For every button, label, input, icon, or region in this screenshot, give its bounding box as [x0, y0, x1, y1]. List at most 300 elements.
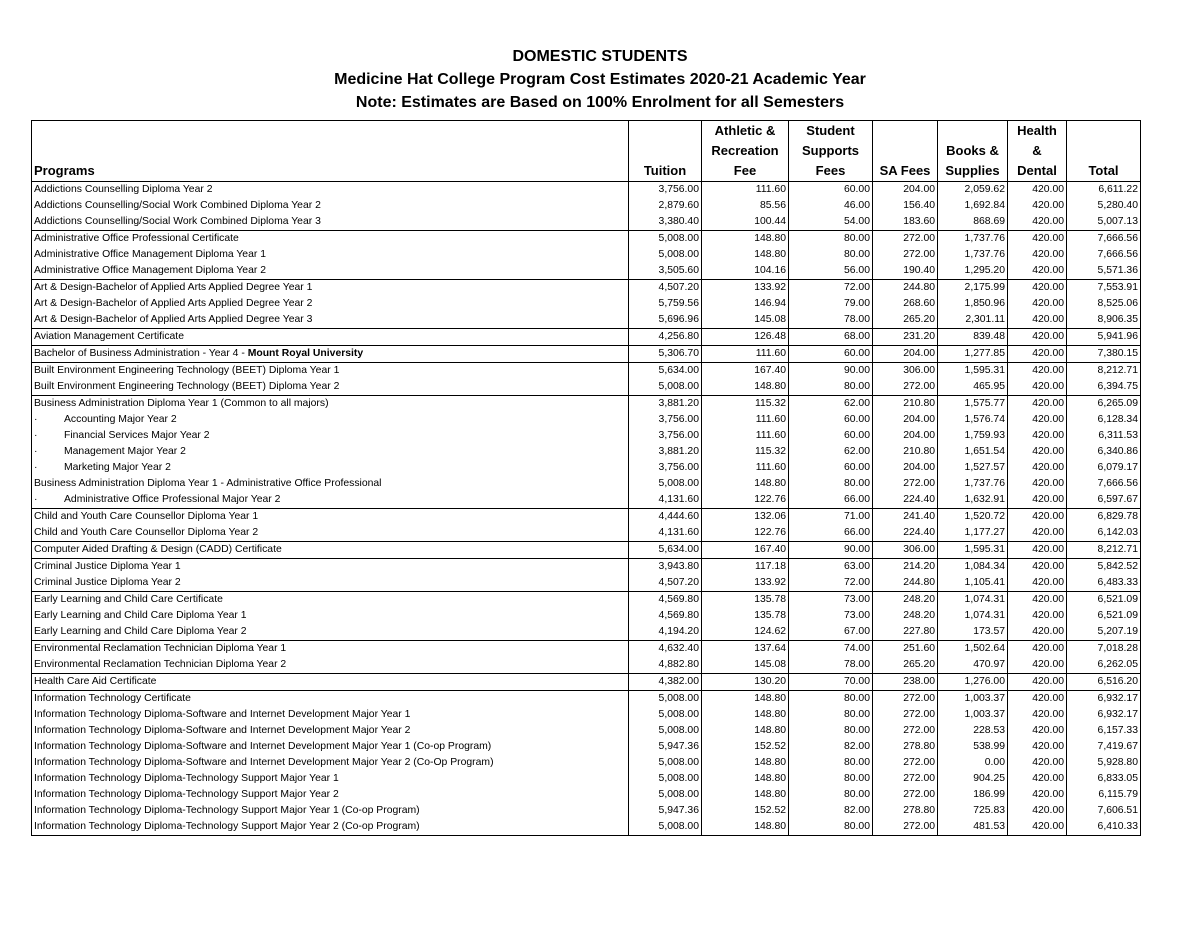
cell-tuition: 3,756.00: [629, 182, 702, 199]
cell-books-supplies: 1,576.74: [938, 412, 1008, 428]
cell-health-dental: 420.00: [1008, 428, 1067, 444]
cell-total: 8,212.71: [1067, 363, 1141, 380]
cell-sa-fees: 272.00: [873, 379, 938, 396]
col-header-tuition: Tuition: [629, 121, 702, 182]
cell-health-dental: 420.00: [1008, 559, 1067, 576]
cell-total: 8,525.06: [1067, 296, 1141, 312]
cell-sa-fees: 183.60: [873, 214, 938, 231]
program-name: Management Major Year 2: [64, 446, 186, 457]
cell-student-supports: 80.00: [789, 379, 873, 396]
cell-total: 5,207.19: [1067, 624, 1141, 641]
cell-books-supplies: 481.53: [938, 819, 1008, 836]
cell-tuition: 5,008.00: [629, 755, 702, 771]
cell-health-dental: 420.00: [1008, 592, 1067, 609]
cell-books-supplies: 1,003.37: [938, 691, 1008, 708]
cell-books-supplies: 1,105.41: [938, 575, 1008, 592]
cell-health-dental: 420.00: [1008, 346, 1067, 363]
cell-program: [32, 771, 629, 787]
program-name: Business Administration Diploma Year 1 - Administrative Office Professional: [34, 478, 382, 489]
cell-program: [32, 707, 629, 723]
table-row: [32, 575, 1141, 592]
cell-athletic-fee: 148.80: [702, 755, 789, 771]
header-enrolment-note: Note: Estimates are Based on 100% Enrolment for all Semesters: [355, 94, 845, 111]
cell-total: 7,419.67: [1067, 739, 1141, 755]
program-name: Addictions Counselling/Social Work Combined Diploma Year 3: [34, 216, 321, 227]
cell-program: [32, 280, 629, 297]
cell-total: 6,483.33: [1067, 575, 1141, 592]
cell-books-supplies: 1,651.54: [938, 444, 1008, 460]
program-name: Built Environment Engineering Technology (BEET) Diploma Year 2: [34, 381, 340, 392]
program-name: Information Technology Diploma-Software and Internet Development Major Year 2 (Co-Op Program): [34, 757, 494, 768]
program-name: Environmental Reclamation Technician Diploma Year 1: [34, 643, 287, 654]
cell-sa-fees: 210.80: [873, 396, 938, 413]
cell-health-dental: 420.00: [1008, 509, 1067, 526]
cell-athletic-fee: 111.60: [702, 346, 789, 363]
table-row: [32, 198, 1141, 214]
program-name: Criminal Justice Diploma Year 1: [34, 561, 181, 572]
col-header-student-line2: Supports: [801, 143, 860, 158]
cell-tuition: 5,759.56: [629, 296, 702, 312]
cell-health-dental: 420.00: [1008, 492, 1067, 509]
col-header-books: [938, 121, 1008, 182]
cell-program: [32, 575, 629, 592]
cell-health-dental: 420.00: [1008, 280, 1067, 297]
cell-health-dental: 420.00: [1008, 198, 1067, 214]
cell-total: 5,280.40: [1067, 198, 1141, 214]
cell-sa-fees: 251.60: [873, 641, 938, 658]
cell-sa-fees: 248.20: [873, 608, 938, 624]
cell-tuition: 5,696.96: [629, 312, 702, 329]
cell-sa-fees: 204.00: [873, 346, 938, 363]
cell-program: [32, 247, 629, 263]
cell-health-dental: 420.00: [1008, 691, 1067, 708]
cell-tuition: 4,256.80: [629, 329, 702, 346]
cell-student-supports: 74.00: [789, 641, 873, 658]
cell-sa-fees: 227.80: [873, 624, 938, 641]
cell-program: [32, 657, 629, 674]
col-header-health: [1008, 121, 1067, 182]
cell-total: 7,666.56: [1067, 247, 1141, 263]
cell-program: [32, 803, 629, 819]
cell-athletic-fee: 146.94: [702, 296, 789, 312]
cell-health-dental: 420.00: [1008, 819, 1067, 836]
cell-program: [32, 525, 629, 542]
cell-sa-fees: 244.80: [873, 280, 938, 297]
cell-tuition: 3,943.80: [629, 559, 702, 576]
program-name: Addictions Counselling Diploma Year 2: [34, 184, 213, 195]
program-name: Business Administration Diploma Year 1 (Common to all majors): [34, 398, 329, 409]
table-row: [32, 263, 1141, 280]
col-header-health-line3: Dental: [1017, 163, 1057, 178]
cell-books-supplies: 1,595.31: [938, 542, 1008, 559]
cell-total: 8,906.35: [1067, 312, 1141, 329]
cell-health-dental: 420.00: [1008, 575, 1067, 592]
cell-student-supports: 82.00: [789, 739, 873, 755]
cell-tuition: 5,008.00: [629, 247, 702, 263]
table-row: [32, 231, 1141, 248]
col-header-books-line1: Books &: [946, 143, 999, 158]
cell-athletic-fee: 104.16: [702, 263, 789, 280]
cell-athletic-fee: 124.62: [702, 624, 789, 641]
cell-sa-fees: 204.00: [873, 428, 938, 444]
cell-athletic-fee: 132.06: [702, 509, 789, 526]
cell-program: [32, 214, 629, 231]
cell-athletic-fee: 148.80: [702, 379, 789, 396]
cell-tuition: 3,756.00: [629, 412, 702, 428]
cell-tuition: 3,505.60: [629, 263, 702, 280]
cell-health-dental: 420.00: [1008, 707, 1067, 723]
cell-tuition: 4,131.60: [629, 525, 702, 542]
cell-program: [32, 674, 629, 691]
program-name: Administrative Office Professional Major Year 2: [64, 494, 281, 505]
cell-books-supplies: 868.69: [938, 214, 1008, 231]
table-row: [32, 657, 1141, 674]
program-name: Criminal Justice Diploma Year 2: [34, 577, 181, 588]
cell-athletic-fee: 145.08: [702, 312, 789, 329]
cell-program: [32, 231, 629, 248]
cell-books-supplies: 1,277.85: [938, 346, 1008, 363]
cell-student-supports: 78.00: [789, 657, 873, 674]
cell-student-supports: 60.00: [789, 460, 873, 476]
cell-sa-fees: 272.00: [873, 691, 938, 708]
program-name: Administrative Office Management Diploma Year 2: [34, 265, 266, 276]
cell-program: [32, 723, 629, 739]
cell-total: 6,611.22: [1067, 182, 1141, 199]
col-header-athletic-line3: Fee: [733, 163, 757, 178]
cell-books-supplies: 1,692.84: [938, 198, 1008, 214]
cell-tuition: 5,008.00: [629, 231, 702, 248]
cell-athletic-fee: 167.40: [702, 542, 789, 559]
table-row: [32, 428, 1141, 444]
cell-program: [32, 460, 629, 476]
table-row: [32, 803, 1141, 819]
cell-athletic-fee: 148.80: [702, 707, 789, 723]
cell-total: 5,571.36: [1067, 263, 1141, 280]
cell-total: 7,666.56: [1067, 231, 1141, 248]
program-name: Art & Design-Bachelor of Applied Arts Applied Degree Year 2: [34, 298, 313, 309]
bullet-glyph: ·: [34, 446, 38, 457]
cell-program: [32, 739, 629, 755]
bullet-glyph: ·: [34, 462, 38, 473]
table-row: [32, 755, 1141, 771]
col-header-total: Total: [1067, 121, 1141, 182]
col-header-student-line3: Fees: [815, 163, 846, 178]
bullet-glyph: ·: [34, 494, 38, 505]
cell-tuition: 3,756.00: [629, 460, 702, 476]
cell-health-dental: 420.00: [1008, 263, 1067, 280]
cell-books-supplies: 1,850.96: [938, 296, 1008, 312]
cell-tuition: 2,879.60: [629, 198, 702, 214]
cell-sa-fees: 265.20: [873, 312, 938, 329]
cell-athletic-fee: 148.80: [702, 723, 789, 739]
cell-total: 6,521.09: [1067, 592, 1141, 609]
cell-athletic-fee: 126.48: [702, 329, 789, 346]
cell-total: 6,932.17: [1067, 707, 1141, 723]
cell-student-supports: 79.00: [789, 296, 873, 312]
table-row: [32, 509, 1141, 526]
cell-student-supports: 60.00: [789, 182, 873, 199]
cell-program: [32, 329, 629, 346]
program-name: Information Technology Diploma-Technology Support Major Year 1: [34, 773, 339, 784]
cell-student-supports: 72.00: [789, 575, 873, 592]
cell-health-dental: 420.00: [1008, 674, 1067, 691]
cell-tuition: 3,756.00: [629, 428, 702, 444]
program-name: Information Technology Diploma-Technology Support Major Year 1 (Co-op Program): [34, 805, 420, 816]
cell-books-supplies: 725.83: [938, 803, 1008, 819]
cell-health-dental: 420.00: [1008, 608, 1067, 624]
cell-athletic-fee: 152.52: [702, 803, 789, 819]
cell-student-supports: 80.00: [789, 231, 873, 248]
cell-total: 6,833.05: [1067, 771, 1141, 787]
cell-athletic-fee: 148.80: [702, 476, 789, 492]
cell-health-dental: 420.00: [1008, 214, 1067, 231]
col-header-student-line1: Student: [806, 123, 855, 138]
cell-program: [32, 509, 629, 526]
cell-program: [32, 592, 629, 609]
cell-tuition: 3,881.20: [629, 396, 702, 413]
cell-sa-fees: 204.00: [873, 182, 938, 199]
program-partner-institution: Mount Royal University: [247, 348, 364, 359]
cell-total: 6,115.79: [1067, 787, 1141, 803]
cell-tuition: 4,632.40: [629, 641, 702, 658]
bullet-glyph: ·: [34, 430, 38, 441]
cell-total: 6,932.17: [1067, 691, 1141, 708]
cell-student-supports: 80.00: [789, 723, 873, 739]
cell-student-supports: 66.00: [789, 492, 873, 509]
cell-health-dental: 420.00: [1008, 787, 1067, 803]
cell-sa-fees: 272.00: [873, 476, 938, 492]
cell-health-dental: 420.00: [1008, 182, 1067, 199]
cell-total: 5,007.13: [1067, 214, 1141, 231]
cell-sa-fees: 224.40: [873, 492, 938, 509]
cell-program: [32, 346, 629, 363]
cell-health-dental: 420.00: [1008, 525, 1067, 542]
cell-athletic-fee: 111.60: [702, 182, 789, 199]
cell-athletic-fee: 148.80: [702, 771, 789, 787]
cell-books-supplies: 1,177.27: [938, 525, 1008, 542]
cell-tuition: 5,634.00: [629, 542, 702, 559]
cell-sa-fees: 278.80: [873, 803, 938, 819]
cell-sa-fees: 272.00: [873, 771, 938, 787]
cell-total: 6,410.33: [1067, 819, 1141, 836]
cell-total: 6,311.53: [1067, 428, 1141, 444]
cell-sa-fees: 231.20: [873, 329, 938, 346]
col-header-health-line1: Health: [1017, 123, 1057, 138]
cell-sa-fees: 210.80: [873, 444, 938, 460]
cell-program: [32, 559, 629, 576]
cell-student-supports: 63.00: [789, 559, 873, 576]
cell-books-supplies: 538.99: [938, 739, 1008, 755]
cell-books-supplies: 2,175.99: [938, 280, 1008, 297]
table-row: [32, 182, 1141, 199]
cell-sa-fees: 190.40: [873, 263, 938, 280]
cell-total: 6,394.75: [1067, 379, 1141, 396]
table-row: [32, 608, 1141, 624]
cell-sa-fees: 278.80: [873, 739, 938, 755]
cell-sa-fees: 306.00: [873, 542, 938, 559]
cell-student-supports: 80.00: [789, 819, 873, 836]
cell-student-supports: 90.00: [789, 542, 873, 559]
table-row: [32, 641, 1141, 658]
header-domestic-students: DOMESTIC STUDENTS: [512, 48, 688, 65]
program-name: Marketing Major Year 2: [64, 462, 171, 473]
cell-program: [32, 641, 629, 658]
cell-books-supplies: 1,737.76: [938, 247, 1008, 263]
cell-health-dental: 420.00: [1008, 739, 1067, 755]
cell-athletic-fee: 85.56: [702, 198, 789, 214]
cell-books-supplies: 1,074.31: [938, 608, 1008, 624]
cell-athletic-fee: 137.64: [702, 641, 789, 658]
cell-books-supplies: 2,059.62: [938, 182, 1008, 199]
table-row: [32, 329, 1141, 346]
col-header-athletic-line1: Athletic &: [714, 123, 776, 138]
cell-tuition: 5,008.00: [629, 691, 702, 708]
cell-health-dental: 420.00: [1008, 657, 1067, 674]
program-name: Accounting Major Year 2: [64, 414, 177, 425]
cell-athletic-fee: 145.08: [702, 657, 789, 674]
cell-total: 7,666.56: [1067, 476, 1141, 492]
cell-athletic-fee: 115.32: [702, 396, 789, 413]
cell-athletic-fee: 135.78: [702, 608, 789, 624]
cell-student-supports: 80.00: [789, 755, 873, 771]
cell-athletic-fee: 152.52: [702, 739, 789, 755]
cell-total: 7,018.28: [1067, 641, 1141, 658]
cell-sa-fees: 268.60: [873, 296, 938, 312]
cell-tuition: 4,507.20: [629, 280, 702, 297]
cell-student-supports: 54.00: [789, 214, 873, 231]
cell-total: 5,941.96: [1067, 329, 1141, 346]
cell-total: 6,829.78: [1067, 509, 1141, 526]
cell-sa-fees: 265.20: [873, 657, 938, 674]
table-row: [32, 525, 1141, 542]
cell-program: [32, 444, 629, 460]
cell-sa-fees: 238.00: [873, 674, 938, 691]
cell-total: 5,928.80: [1067, 755, 1141, 771]
cell-total: 6,340.86: [1067, 444, 1141, 460]
cell-books-supplies: 1,737.76: [938, 476, 1008, 492]
table-row: [32, 476, 1141, 492]
cell-books-supplies: 1,084.34: [938, 559, 1008, 576]
table-row: [32, 363, 1141, 380]
cell-tuition: 3,380.40: [629, 214, 702, 231]
cell-program: [32, 691, 629, 708]
program-name: Financial Services Major Year 2: [64, 430, 210, 441]
cell-health-dental: 420.00: [1008, 329, 1067, 346]
table-row: [32, 379, 1141, 396]
table-row: [32, 819, 1141, 836]
cell-sa-fees: 156.40: [873, 198, 938, 214]
program-name: Administrative Office Management Diploma Year 1: [34, 249, 266, 260]
cell-tuition: 3,881.20: [629, 444, 702, 460]
cell-sa-fees: 272.00: [873, 247, 938, 263]
table-row: [32, 444, 1141, 460]
cell-tuition: 5,008.00: [629, 379, 702, 396]
cell-health-dental: 420.00: [1008, 363, 1067, 380]
cell-tuition: 5,008.00: [629, 771, 702, 787]
table-row: [32, 624, 1141, 641]
cell-sa-fees: 248.20: [873, 592, 938, 609]
program-name: Information Technology Diploma-Technology Support Major Year 2 (Co-op Program): [34, 821, 420, 832]
cell-total: 6,516.20: [1067, 674, 1141, 691]
program-name: Information Technology Certificate: [34, 693, 191, 704]
cell-total: 6,079.17: [1067, 460, 1141, 476]
cell-sa-fees: 272.00: [873, 231, 938, 248]
cell-total: 6,157.33: [1067, 723, 1141, 739]
table-header-row: [32, 121, 1141, 182]
cell-books-supplies: 1,737.76: [938, 231, 1008, 248]
table-row: [32, 460, 1141, 476]
cell-program: [32, 363, 629, 380]
program-name: Information Technology Diploma-Software and Internet Development Major Year 1: [34, 709, 411, 720]
cell-health-dental: 420.00: [1008, 312, 1067, 329]
cell-student-supports: 80.00: [789, 787, 873, 803]
cell-student-supports: 82.00: [789, 803, 873, 819]
table-row: [32, 771, 1141, 787]
cell-sa-fees: 241.40: [873, 509, 938, 526]
cell-athletic-fee: 148.80: [702, 691, 789, 708]
cell-books-supplies: 1,295.20: [938, 263, 1008, 280]
cell-tuition: 5,008.00: [629, 476, 702, 492]
cell-student-supports: 80.00: [789, 476, 873, 492]
cell-books-supplies: 1,527.57: [938, 460, 1008, 476]
cell-athletic-fee: 133.92: [702, 575, 789, 592]
cell-program: [32, 624, 629, 641]
cell-books-supplies: 1,595.31: [938, 363, 1008, 380]
table-row: [32, 346, 1141, 363]
program-name: Addictions Counselling/Social Work Combined Diploma Year 2: [34, 200, 321, 211]
cell-athletic-fee: 111.60: [702, 412, 789, 428]
cell-student-supports: 62.00: [789, 444, 873, 460]
cell-sa-fees: 244.80: [873, 575, 938, 592]
cell-tuition: 4,131.60: [629, 492, 702, 509]
cell-total: 7,553.91: [1067, 280, 1141, 297]
table-row: [32, 296, 1141, 312]
cell-health-dental: 420.00: [1008, 476, 1067, 492]
cell-tuition: 5,008.00: [629, 707, 702, 723]
cell-program: [32, 379, 629, 396]
cell-student-supports: 62.00: [789, 396, 873, 413]
program-name: Health Care Aid Certificate: [34, 676, 157, 687]
col-header-health-line2: &: [1032, 143, 1042, 158]
col-header-sa-fees: SA Fees: [873, 121, 938, 182]
cell-athletic-fee: 100.44: [702, 214, 789, 231]
program-name: Information Technology Diploma-Software and Internet Development Major Year 2: [34, 725, 411, 736]
cell-tuition: 4,444.60: [629, 509, 702, 526]
cell-health-dental: 420.00: [1008, 803, 1067, 819]
cell-student-supports: 80.00: [789, 691, 873, 708]
cost-estimates-table: [31, 120, 1141, 836]
table-row: [32, 787, 1141, 803]
program-name: Child and Youth Care Counsellor Diploma Year 2: [34, 527, 259, 538]
cell-program: [32, 296, 629, 312]
cell-books-supplies: 1,276.00: [938, 674, 1008, 691]
cell-sa-fees: 272.00: [873, 755, 938, 771]
cell-books-supplies: 0.00: [938, 755, 1008, 771]
cell-athletic-fee: 111.60: [702, 428, 789, 444]
program-name: Early Learning and Child Care Certificate: [34, 594, 223, 605]
cell-program: [32, 476, 629, 492]
cell-sa-fees: 306.00: [873, 363, 938, 380]
cell-sa-fees: 272.00: [873, 707, 938, 723]
table-row: [32, 691, 1141, 708]
cell-sa-fees: 272.00: [873, 819, 938, 836]
program-name: Early Learning and Child Care Diploma Year 2: [34, 626, 247, 637]
cell-athletic-fee: 130.20: [702, 674, 789, 691]
table-body: [32, 182, 1141, 836]
cell-tuition: 5,008.00: [629, 787, 702, 803]
cell-sa-fees: 204.00: [873, 412, 938, 428]
cell-health-dental: 420.00: [1008, 444, 1067, 460]
